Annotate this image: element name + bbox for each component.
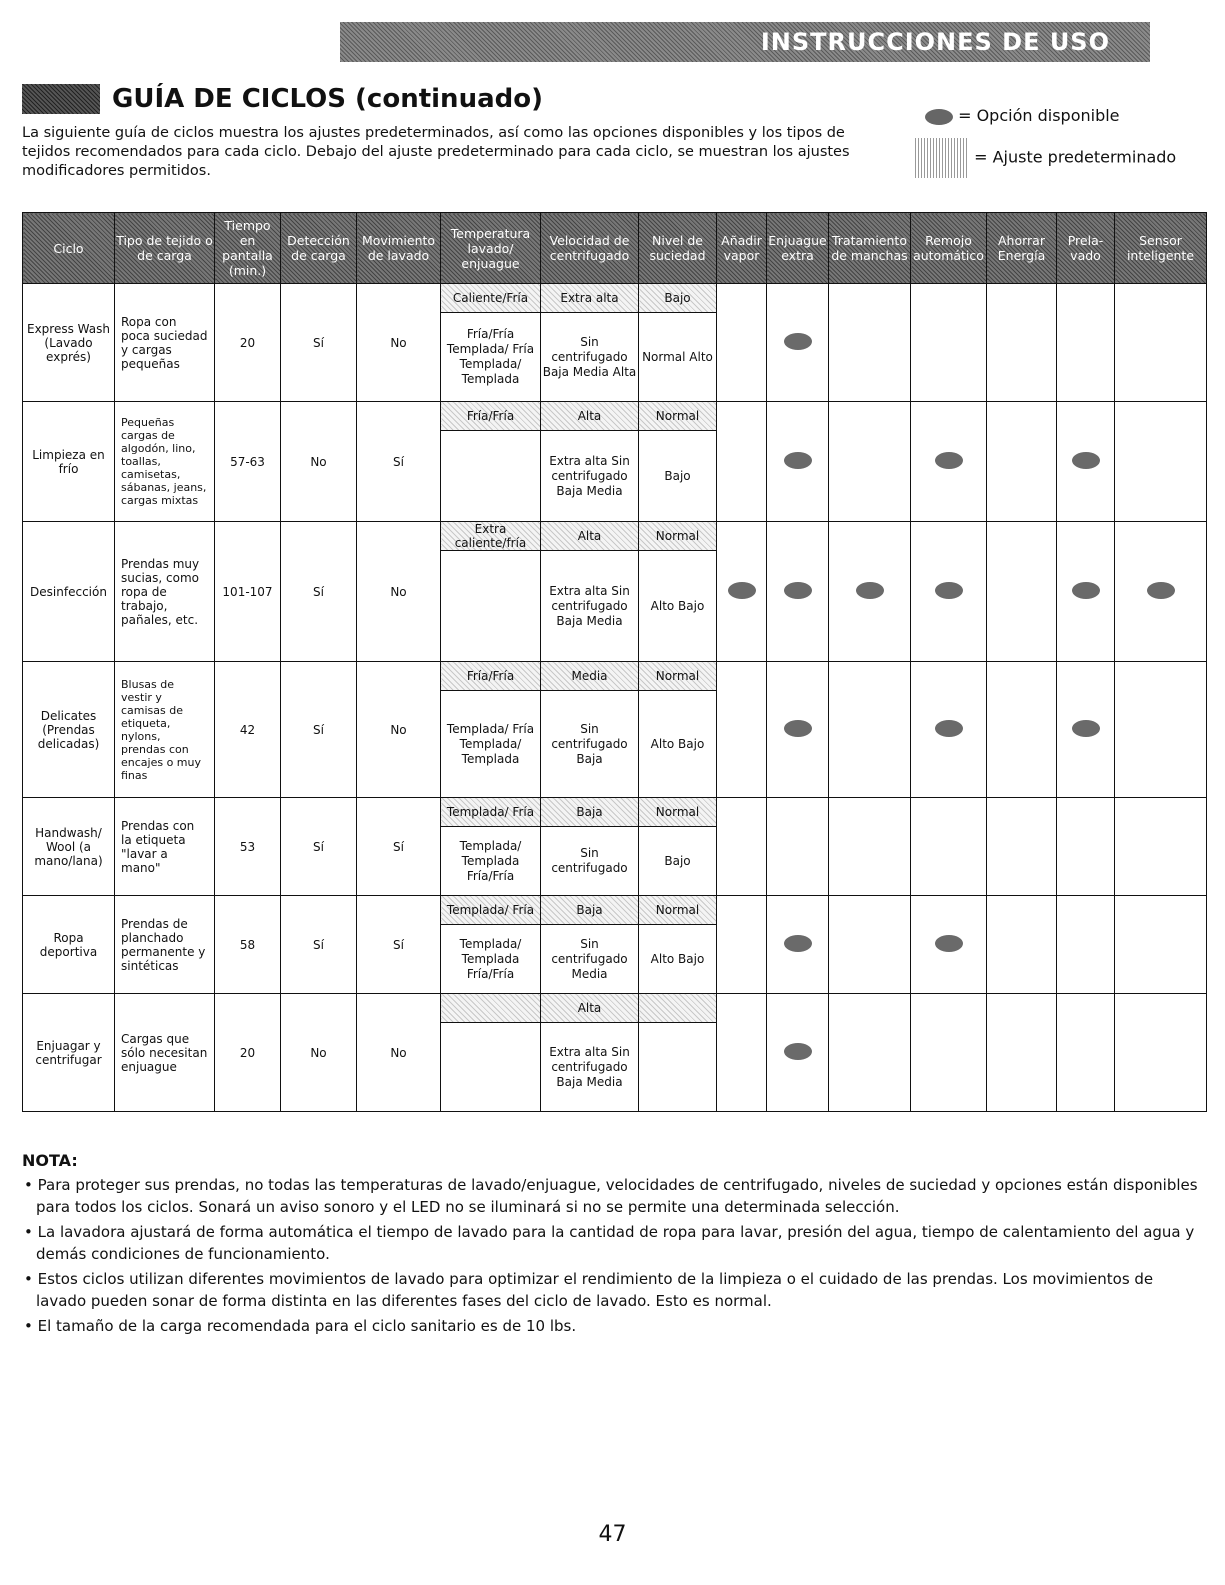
- option-cell: [1057, 284, 1115, 402]
- wash-motion-cell: No: [357, 522, 441, 662]
- spin-default-cell: Alta: [541, 402, 639, 431]
- cycle-name-cell: Enjuagar y centrifugar: [23, 994, 115, 1112]
- load-sensing-cell: Sí: [281, 284, 357, 402]
- notes-heading: NOTA:: [22, 1151, 78, 1170]
- fabric-cell: Blusas de vestir y camisas de etiqueta, nylons, prendas con encajes o muy finas: [115, 662, 215, 798]
- spin-default-cell: Alta: [541, 522, 639, 551]
- table-row: [23, 522, 1207, 551]
- option-cell: [717, 798, 767, 896]
- option-cell: [1057, 994, 1115, 1112]
- option-cell: [1057, 522, 1115, 662]
- available-dot-icon: [935, 582, 963, 599]
- option-cell: [829, 284, 911, 402]
- title-marker: [22, 84, 100, 114]
- option-cell: [829, 522, 911, 662]
- soil-default-cell: Normal: [639, 896, 717, 925]
- option-cell: [829, 662, 911, 798]
- available-dot-icon: [1147, 582, 1175, 599]
- option-cell: [829, 896, 911, 994]
- legend-available: [925, 106, 1120, 125]
- fabric-cell: Ropa con poca suciedad y cargas pequeñas: [115, 284, 215, 402]
- cycle-name-cell: Ropa deportiva: [23, 896, 115, 994]
- spin-default-cell: Extra alta: [541, 284, 639, 313]
- option-cell: [717, 284, 767, 402]
- option-cell: [1057, 662, 1115, 798]
- table-row: [23, 284, 1207, 313]
- soil-default-cell: Normal: [639, 402, 717, 431]
- table-row: [23, 662, 1207, 691]
- soil-options-cell: Alto Bajo: [639, 925, 717, 994]
- option-cell: [1057, 798, 1115, 896]
- option-cell: [987, 798, 1057, 896]
- spin-options-cell: Sin centrifugado Baja: [541, 691, 639, 798]
- temp-default-cell: Templada/ Fría: [441, 798, 541, 827]
- header-cell: Enjuague extra: [767, 213, 829, 284]
- temp-options-cell: Templada/ Templada Fría/Fría: [441, 827, 541, 896]
- wash-motion-cell: No: [357, 662, 441, 798]
- option-cell: [829, 402, 911, 522]
- page-title: GUÍA DE CICLOS (continuado): [112, 84, 543, 114]
- soil-default-cell: Normal: [639, 522, 717, 551]
- table-row: [23, 402, 1207, 431]
- load-sensing-cell: Sí: [281, 896, 357, 994]
- option-cell: [911, 994, 987, 1112]
- option-cell: [1057, 402, 1115, 522]
- temp-options-cell: [441, 551, 541, 662]
- option-cell: [767, 896, 829, 994]
- temp-options-cell: Templada/ Fría Templada/ Templada: [441, 691, 541, 798]
- soil-default-cell: [639, 994, 717, 1023]
- option-cell: [717, 522, 767, 662]
- header-cell: Nivel de suciedad: [639, 213, 717, 284]
- soil-options-cell: [639, 1023, 717, 1112]
- fabric-cell: Prendas muy sucias, como ropa de trabajo, pañales, etc.: [115, 522, 215, 662]
- option-cell: [1115, 662, 1207, 798]
- header-cell: Velocidad de centrifugado: [541, 213, 639, 284]
- spin-options-cell: Extra alta Sin centrifugado Baja Media: [541, 431, 639, 522]
- cycle-name-cell: Express Wash (Lavado exprés): [23, 284, 115, 402]
- option-cell: [717, 896, 767, 994]
- legend-default-label: = Ajuste predeterminado: [974, 147, 1177, 167]
- spin-default-cell: Media: [541, 662, 639, 691]
- option-cell: [911, 896, 987, 994]
- option-cell: [767, 798, 829, 896]
- legend-available-label: = Opción disponible: [958, 106, 1120, 125]
- option-cell: [911, 522, 987, 662]
- table-row: [23, 798, 1207, 827]
- option-cell: [1115, 994, 1207, 1112]
- option-cell: [987, 662, 1057, 798]
- note-item: • El tamaño de la carga recomendada para el ciclo sanitario es de 10 lbs.: [24, 1317, 577, 1335]
- option-cell: [987, 284, 1057, 402]
- spin-options-cell: Sin centrifugado Media: [541, 925, 639, 994]
- available-dot-icon: [856, 582, 884, 599]
- header-cell: Tipo de tejido o de carga: [115, 213, 215, 284]
- option-cell: [767, 662, 829, 798]
- note-item: • Para proteger sus prendas, no todas las temperaturas de lavado/enjuague, velocidades de centrifugado, niveles de suciedad y opciones están disponibles para todos los ciclos. Sonará un aviso sonoro y el LED no se iluminará si no se permite una determinada selección.: [24, 1176, 1198, 1216]
- time-cell: 20: [215, 994, 281, 1112]
- available-dot-icon: [784, 1043, 812, 1060]
- temp-default-cell: Fría/Fría: [441, 402, 541, 431]
- wash-motion-cell: Sí: [357, 402, 441, 522]
- header-cell: Ciclo: [23, 213, 115, 284]
- available-dot-icon: [925, 109, 953, 125]
- option-cell: [987, 994, 1057, 1112]
- available-dot-icon: [935, 452, 963, 469]
- soil-default-cell: Normal: [639, 662, 717, 691]
- temp-default-cell: Fría/Fría: [441, 662, 541, 691]
- default-hatch-swatch: [915, 138, 969, 178]
- wash-motion-cell: No: [357, 284, 441, 402]
- available-dot-icon: [1072, 452, 1100, 469]
- time-cell: 20: [215, 284, 281, 402]
- spin-default-cell: Alta: [541, 994, 639, 1023]
- load-sensing-cell: Sí: [281, 522, 357, 662]
- fabric-cell: Prendas de planchado permanente y sintéticas: [115, 896, 215, 994]
- option-cell: [767, 284, 829, 402]
- cycle-name-cell: Limpieza en frío: [23, 402, 115, 522]
- option-cell: [767, 402, 829, 522]
- temp-options-cell: Fría/Fría Templada/ Fría Templada/ Templada: [441, 313, 541, 402]
- soil-options-cell: Alto Bajo: [639, 691, 717, 798]
- temp-default-cell: Caliente/Fría: [441, 284, 541, 313]
- available-dot-icon: [1072, 582, 1100, 599]
- cycle-name-cell: Delicates (Prendas delicadas): [23, 662, 115, 798]
- available-dot-icon: [784, 935, 812, 952]
- option-cell: [767, 522, 829, 662]
- option-cell: [717, 662, 767, 798]
- available-dot-icon: [784, 333, 812, 350]
- header-cell: Prela-vado: [1057, 213, 1115, 284]
- soil-options-cell: Bajo: [639, 827, 717, 896]
- cycle-guide-table: [22, 212, 1207, 1112]
- option-cell: [987, 402, 1057, 522]
- temp-options-cell: Templada/ Templada Fría/Fría: [441, 925, 541, 994]
- option-cell: [1115, 896, 1207, 994]
- banner-text: INSTRUCCIONES DE USO: [760, 28, 1110, 56]
- time-cell: 58: [215, 896, 281, 994]
- header-cell: Sensor inteligente: [1115, 213, 1207, 284]
- soil-options-cell: Alto Bajo: [639, 551, 717, 662]
- note-item: • Estos ciclos utilizan diferentes movimientos de lavado para optimizar el rendimiento de la limpieza o el cuidado de las prendas. Los movimientos de lavado pueden sonar de forma distinta en las diferentes fases del ciclo de lavado. Esto es normal.: [24, 1270, 1154, 1310]
- available-dot-icon: [935, 720, 963, 737]
- option-cell: [1115, 284, 1207, 402]
- legend-default: [915, 138, 1176, 178]
- temp-options-cell: [441, 431, 541, 522]
- available-dot-icon: [935, 935, 963, 952]
- option-cell: [1115, 402, 1207, 522]
- soil-default-cell: Bajo: [639, 284, 717, 313]
- available-dot-icon: [784, 452, 812, 469]
- wash-motion-cell: No: [357, 994, 441, 1112]
- spin-default-cell: Baja: [541, 896, 639, 925]
- section-banner: [340, 22, 1150, 62]
- time-cell: 101-107: [215, 522, 281, 662]
- fabric-cell: Prendas con la etiqueta "lavar a mano": [115, 798, 215, 896]
- soil-options-cell: Bajo: [639, 431, 717, 522]
- available-dot-icon: [1072, 720, 1100, 737]
- header-cell: Temperatura lavado/ enjuague: [441, 213, 541, 284]
- cycle-name-cell: Desinfección: [23, 522, 115, 662]
- intro-text: La siguiente guía de ciclos muestra los ajustes predeterminados, así como las opciones disponibles y los tipos de tejidos recomendados para cada ciclo. Debajo del ajuste predeterminado para cada ciclo, se muestran los ajustes modificadores permitidos.: [22, 125, 850, 179]
- option-cell: [911, 402, 987, 522]
- note-item: • La lavadora ajustará de forma automática el tiempo de lavado para la cantidad de ropa para lavar, presión del agua, tiempo de calentamiento del agua y demás condiciones de funcionamiento.: [24, 1223, 1195, 1263]
- load-sensing-cell: No: [281, 994, 357, 1112]
- header-cell: Tiempo en pantalla (min.): [215, 213, 281, 284]
- header-cell: Ahorrar Energía: [987, 213, 1057, 284]
- option-cell: [767, 994, 829, 1112]
- header-cell: Remojo automático: [911, 213, 987, 284]
- header-cell: Añadir vapor: [717, 213, 767, 284]
- available-dot-icon: [784, 720, 812, 737]
- option-cell: [717, 994, 767, 1112]
- time-cell: 57-63: [215, 402, 281, 522]
- table-header-row: [23, 213, 1207, 284]
- option-cell: [1115, 522, 1207, 662]
- temp-default-cell: [441, 994, 541, 1023]
- load-sensing-cell: Sí: [281, 662, 357, 798]
- notes-section: [22, 1150, 1202, 1340]
- time-cell: 53: [215, 798, 281, 896]
- soil-options-cell: Normal Alto: [639, 313, 717, 402]
- wash-motion-cell: Sí: [357, 798, 441, 896]
- soil-default-cell: Normal: [639, 798, 717, 827]
- temp-default-cell: Extra caliente/fría: [441, 522, 541, 551]
- cycle-name-cell: Handwash/ Wool (a mano/lana): [23, 798, 115, 896]
- spin-options-cell: Extra alta Sin centrifugado Baja Media: [541, 551, 639, 662]
- spin-options-cell: Extra alta Sin centrifugado Baja Media: [541, 1023, 639, 1112]
- option-cell: [987, 896, 1057, 994]
- option-cell: [829, 798, 911, 896]
- temp-default-cell: Templada/ Fría: [441, 896, 541, 925]
- temp-options-cell: [441, 1023, 541, 1112]
- header-cell: Detección de carga: [281, 213, 357, 284]
- option-cell: [1115, 798, 1207, 896]
- spin-default-cell: Baja: [541, 798, 639, 827]
- header-cell: Tratamiento de manchas: [829, 213, 911, 284]
- option-cell: [911, 284, 987, 402]
- option-cell: [1057, 896, 1115, 994]
- option-cell: [829, 994, 911, 1112]
- option-cell: [911, 798, 987, 896]
- page-number: 47: [598, 1522, 627, 1547]
- table-row: [23, 994, 1207, 1023]
- fabric-cell: Cargas que sólo necesitan enjuague: [115, 994, 215, 1112]
- header-cell: Movimiento de lavado: [357, 213, 441, 284]
- table-row: [23, 896, 1207, 925]
- option-cell: [911, 662, 987, 798]
- option-cell: [987, 522, 1057, 662]
- wash-motion-cell: Sí: [357, 896, 441, 994]
- time-cell: 42: [215, 662, 281, 798]
- spin-options-cell: Sin centrifugado Baja Media Alta: [541, 313, 639, 402]
- available-dot-icon: [728, 582, 756, 599]
- available-dot-icon: [784, 582, 812, 599]
- load-sensing-cell: Sí: [281, 798, 357, 896]
- fabric-cell: Pequeñas cargas de algodón, lino, toallas, camisetas, sábanas, jeans, cargas mixtas: [115, 402, 215, 522]
- load-sensing-cell: No: [281, 402, 357, 522]
- option-cell: [717, 402, 767, 522]
- spin-options-cell: Sin centrifugado: [541, 827, 639, 896]
